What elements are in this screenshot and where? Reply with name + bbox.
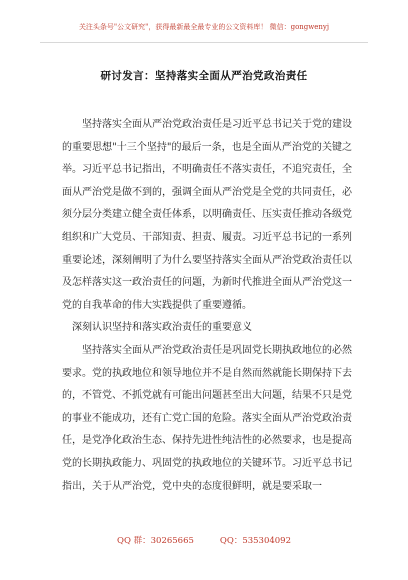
body-paragraph: 坚持落实全面从严治党政治责任是习近平总书记关于党的建设的重要思想"十三个坚持"的最后一条，也是全面从严治党的关键之举。习近平总书记指出，不明确责任不落实责任，不追究责任，全面从严治党是做不到的，强调全面从严治党是全党的共同责任，必须分层分类建立健全责任体系，以明确责任、压实责任推动各级党组织和广大党员、干部知责、担责、履责。习近平总书记的一系列重要论述，深刻阐明了为什么要坚持落实全面从严治党政治责任以及怎样落实这一政治责任的问题，为新时代推进全面从严治党这一党的自我革命的伟大实践提供了重要遵循。 xyxy=(62,119,352,311)
footer-qq-group: QQ 群：30265665 xyxy=(116,536,194,546)
header-divider xyxy=(40,42,368,43)
section-heading: 深刻认识坚持和落实政治责任的重要意义 xyxy=(72,322,252,334)
body-paragraph: 坚持落实全面从严治党政治责任是巩固党长期执政地位的必然要求。党的执政地位和领导地位并不是自然而然就能长期保持下去的，不管党、不抓党就有可能出问题甚至出大问题，结果不只是党的事业不能成功，还有亡党亡国的危险。落实全面从严治党政治责任，是党净化政治生态、保持先进性纯洁性的必然要求，也是提高党的长期执政能力、巩固党的执政地位的关键环节。习近平总书记指出，关于从严治党，党中央的态度很鲜明，就是要采取一 xyxy=(62,344,352,492)
footer-qq: QQ：535304092 xyxy=(219,536,291,546)
footer-contact xyxy=(0,534,408,546)
document-body xyxy=(62,114,352,498)
document-title: 研讨发言：坚持落实全面从严治党政治责任 xyxy=(100,70,308,82)
header-banner: 关注头条号"公文研究"，获得最新最全最专业的公文资料库！ 微信：gongwenyj xyxy=(78,23,330,31)
